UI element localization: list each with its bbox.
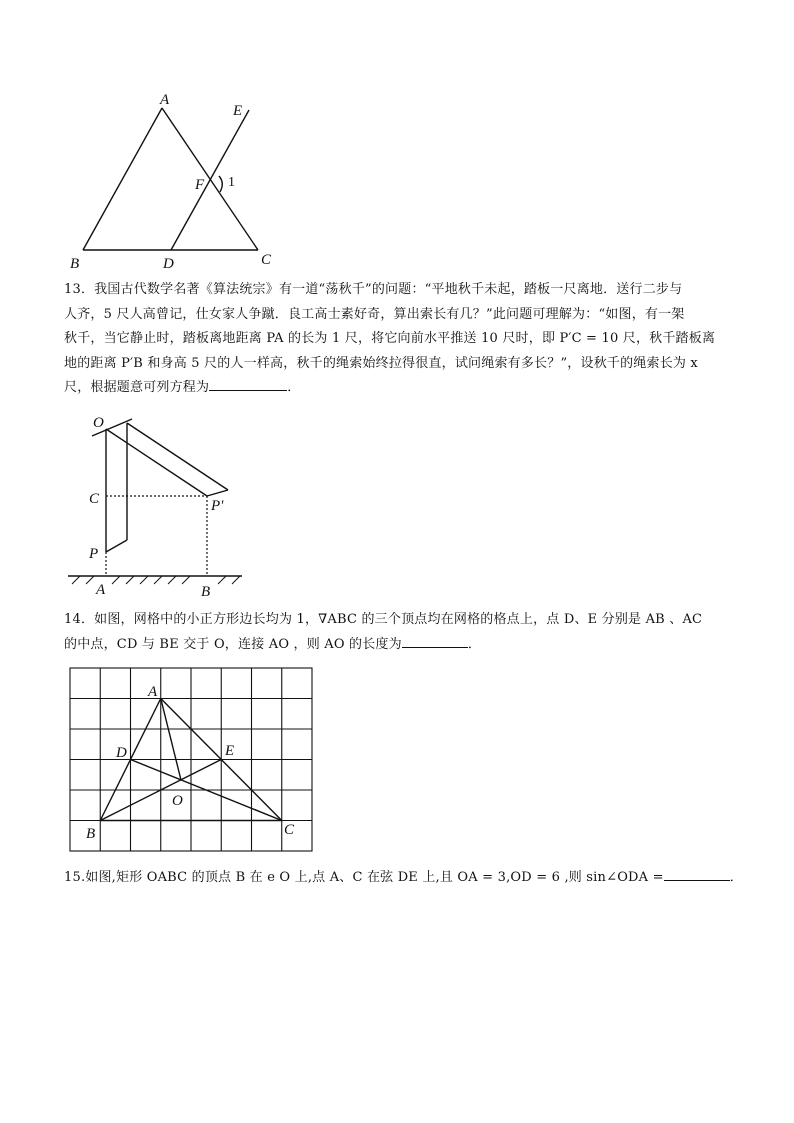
label-A: A [96,582,106,598]
label-C: C [261,252,272,268]
question-15 [64,866,754,891]
label-E: E [233,103,243,119]
q13-line-4: 地的距离 P′B 和身高 5 尺的人一样高，秋千的绳索始终拉得很直，试问绳索有多长？”，设秋千的绳索长为 x [64,355,698,371]
q13-line-1: 13．我国古代数学名著《算法统宗》有一道“荡秋千”的问题：“平地秋千未起，踏板一尺离地．送行二步与 [64,282,683,297]
q13-line-5: 尺，根据题意可列方程为 ． [64,380,301,395]
label-B: B [86,826,96,842]
q15-line-1: 15.如图,矩形 OABC 的顶点 B 在 e O 上,点 A、C 在弦 DE 上,且 OA = 3,OD = 6 ,则 sin∠ODA = ． [64,870,743,885]
label-B: B [70,256,80,272]
label-D: D [163,256,174,272]
q14-line-2: 的中点，CD 与 BE 交于 O，连接 AO ，则 AO 的长度为 ． [64,636,482,652]
label-A: A [160,92,170,108]
label-F: F [195,177,205,193]
label-O: O [172,793,183,809]
label-E: E [225,743,235,759]
label-D: D [116,745,127,761]
q13-line-2: 人齐，5 尺人高曾记，仕女家人争蹴．良工高士素好奇，算出索长有几？”此问题可理解为：“如图，有一架 [64,306,685,322]
label-P-prime: P' [211,498,224,514]
label-P: P [89,546,99,562]
label-B: B [201,584,211,600]
label-angle-1: 1 [228,175,235,190]
q13-line-3: 秋千，当它静止时，踏板离地距离 PA 的长为 1 尺，将它向前水平推送 10 尺时，即 P′C = 10 尺，秋千踏板离 [64,331,716,346]
label-C: C [284,822,295,838]
label-O: O [93,415,104,431]
label-A: A [148,684,158,700]
label-C: C [89,491,100,507]
answer-blank-15[interactable] [664,879,730,881]
q14-line-1: 14．如图，网格中的小正方形边长均为 1，∇ABC 的三个顶点均在网格的格点上，点 D、E 分别是 AB 、AC [64,612,703,627]
